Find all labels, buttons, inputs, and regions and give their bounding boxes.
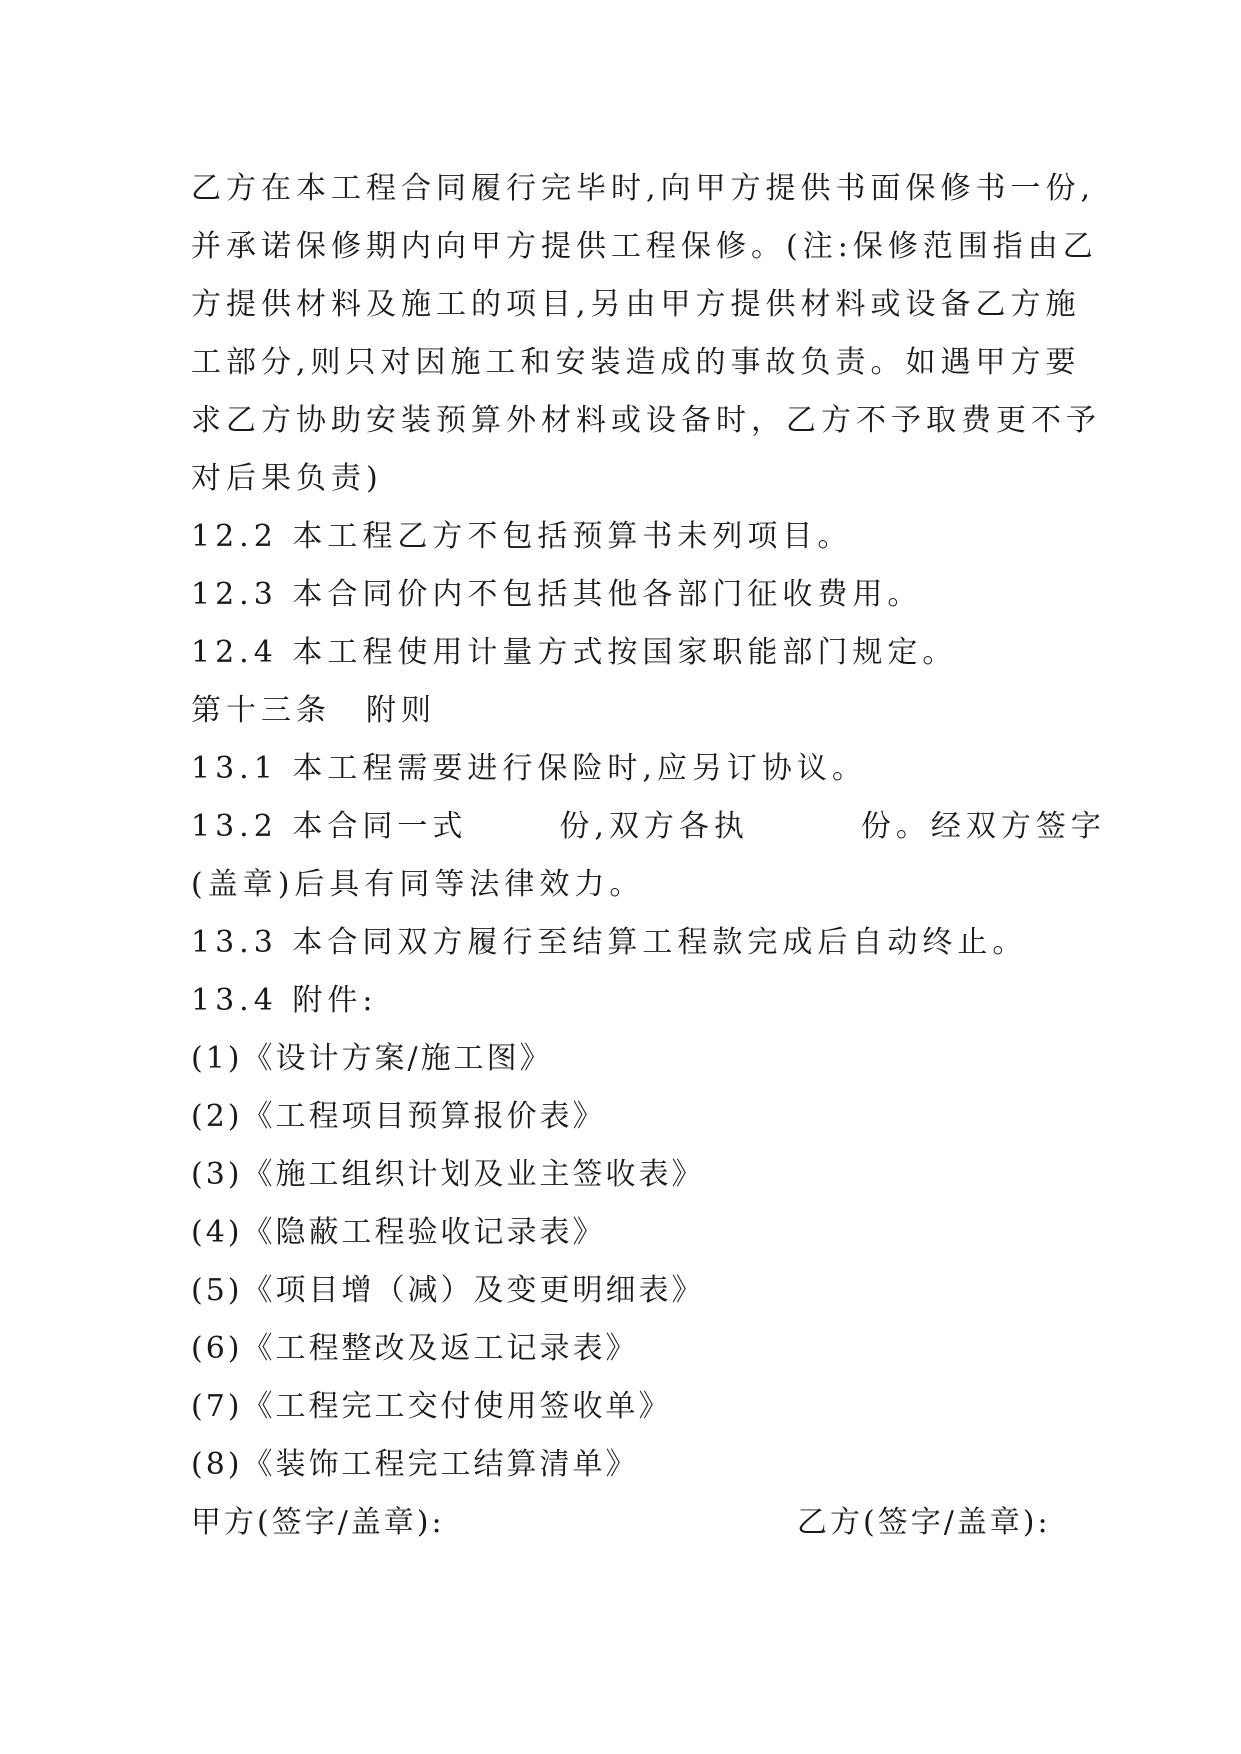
attachment-item: (6)《工程整改及返工记录表》 <box>191 1331 639 1366</box>
clause-12-4: 12.4 本工程使用计量方式按国家职能部门规定。 <box>191 635 958 670</box>
intro-line: 工部分,则只对因施工和安装造成的事故负责。如遇甲方要 <box>191 345 1081 380</box>
party-a-signature-label: 甲方(签字/盖章): <box>191 1505 445 1540</box>
document-body <box>191 160 1106 1552</box>
clause-13-2-continuation: (盖章)后具有同等法律效力。 <box>191 867 645 902</box>
attachment-item: (4)《隐蔽工程验收记录表》 <box>191 1215 606 1250</box>
clause-13-3: 13.3 本合同双方履行至结算工程款完成后自动终止。 <box>191 925 1028 960</box>
attachment-item: (2)《工程项目预算报价表》 <box>191 1099 606 1134</box>
attachment-item: (3)《施工组织计划及业主签收表》 <box>191 1157 705 1192</box>
clause-12-2: 12.2 本工程乙方不包括预算书未列项目。 <box>191 519 853 554</box>
intro-line: 乙方在本工程合同履行完毕时,向甲方提供书面保修书一份, <box>191 171 1096 206</box>
attachment-item: (5)《项目增（减）及变更明细表》 <box>191 1273 705 1308</box>
clause-13-2 <box>191 798 1106 856</box>
intro-line: 求乙方协助安装预算外材料或设备时，乙方不予取费更不予 <box>191 403 1101 438</box>
clause-12-3: 12.3 本合同价内不包括其他各部门征收费用。 <box>191 577 923 612</box>
clause-13-1: 13.1 本工程需要进行保险时,应另订协议。 <box>191 751 867 786</box>
attachment-item: (8)《装饰工程完工结算清单》 <box>191 1447 639 1482</box>
attachment-item: (1)《设计方案/施工图》 <box>191 1041 553 1076</box>
party-b-signature-label: 乙方(签字/盖章): <box>797 1505 1051 1540</box>
intro-line: 并承诺保修期内向甲方提供工程保修。(注:保修范围指由乙 <box>191 229 1098 264</box>
intro-line: 方提供材料及施工的项目,另由甲方提供材料或设备乙方施 <box>191 287 1081 322</box>
clause-13-4: 13.4 附件: <box>191 983 378 1018</box>
intro-line: 对后果负责) <box>191 461 383 496</box>
signature-row <box>191 1494 1091 1552</box>
clause-13-2-part3: 份。经双方签字 <box>860 809 1106 844</box>
clause-13-2-part1: 13.2 本合同一式 <box>191 809 468 844</box>
clause-13-2-part2: 份,双方各执 <box>559 809 749 844</box>
article-13-heading: 第十三条 附则 <box>191 693 436 728</box>
attachment-item: (7)《工程完工交付使用签收单》 <box>191 1389 672 1424</box>
